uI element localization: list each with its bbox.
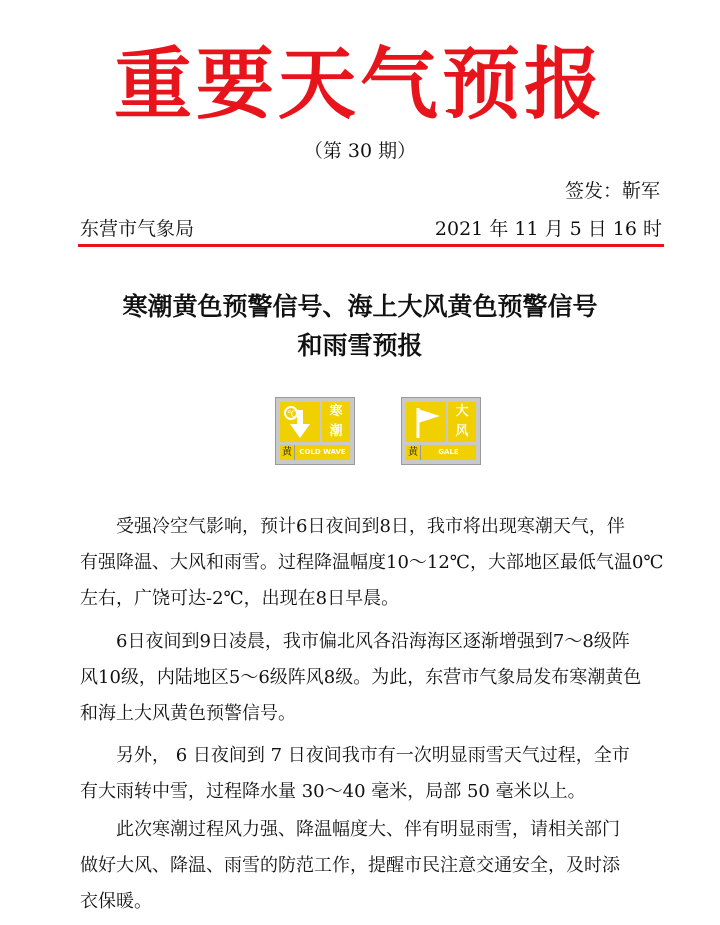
issue-number: （第 30 期） xyxy=(303,140,417,162)
badge-strip xyxy=(280,445,350,460)
masthead-title: 重要天气预报 xyxy=(113,39,606,130)
svg-text:℃: ℃ xyxy=(287,410,298,420)
paragraph-line: 左右，广饶可达-2℃，出现在8日早晨。 xyxy=(80,588,400,609)
badge-name-char: 风 xyxy=(455,424,469,439)
paragraph-line: 此次寒潮过程风力强、降温幅度大、伴有明显雨雪，请相关部门 xyxy=(80,819,620,840)
signer: 签发：靳军 xyxy=(564,180,660,202)
wind-flag-icon xyxy=(406,402,446,442)
red-divider xyxy=(78,244,664,247)
gale-warning-badge xyxy=(401,397,481,465)
paragraph-cold-wave xyxy=(80,509,680,617)
paragraph-line: 和海上大风黄色预警信号。 xyxy=(80,703,296,724)
badge-level: 黄 xyxy=(280,445,295,460)
badge-name-char: 寒 xyxy=(329,404,343,419)
paragraph-line: 另外， 6 日夜间到 7 日夜间我市有一次明显雨雪天气过程，全市 xyxy=(80,745,630,766)
cold-wave-name xyxy=(322,402,350,442)
badge-name-char: 大 xyxy=(455,404,469,419)
paragraph-line: 有强降温、大风和雨雪。过程降温幅度10～12℃，大部地区最低气温0℃ xyxy=(80,552,664,573)
paragraph-precipitation xyxy=(80,738,680,810)
bulletin-title-line-1: 寒潮黄色预警信号、海上大风黄色预警信号 xyxy=(122,292,598,321)
paragraph-line: 受强冷空气影响，预计6日夜间到8日，我市将出现寒潮天气，伴 xyxy=(80,516,625,537)
badge-english-label: GALE xyxy=(438,448,459,456)
badge-level: 黄 xyxy=(406,445,421,460)
paragraph-line: 风10级，内陆地区5～6级阵风8级。为此，东营市气象局发布寒潮黄色 xyxy=(80,667,642,688)
gale-name xyxy=(448,402,476,442)
bulletin-title-line-2: 和雨雪预报 xyxy=(297,331,423,360)
thermometer-down-arrow-icon xyxy=(280,402,320,442)
paragraph-advice xyxy=(80,812,680,920)
paragraph-line: 衣保暖。 xyxy=(80,891,152,912)
issue-time: 2021 年 11 月 5 日 16 时 xyxy=(434,218,662,240)
paragraph-line: 做好大风、降温、雨雪的防范工作，提醒市民注意交通安全，及时添 xyxy=(80,855,620,876)
cold-wave-warning-badge xyxy=(275,397,355,465)
badge-name-char: 潮 xyxy=(329,424,343,439)
issuer: 东营市气象局 xyxy=(80,218,195,240)
badge-english-label: COLD WAVE xyxy=(299,448,346,456)
badge-strip xyxy=(406,445,476,460)
paragraph-line: 有大雨转中雪，过程降水量 30～40 毫米，局部 50 毫米以上。 xyxy=(80,781,586,802)
paragraph-wind xyxy=(80,624,680,732)
paragraph-line: 6日夜间到9日凌晨，我市偏北风各沿海海区逐渐增强到7～8级阵 xyxy=(80,631,630,652)
